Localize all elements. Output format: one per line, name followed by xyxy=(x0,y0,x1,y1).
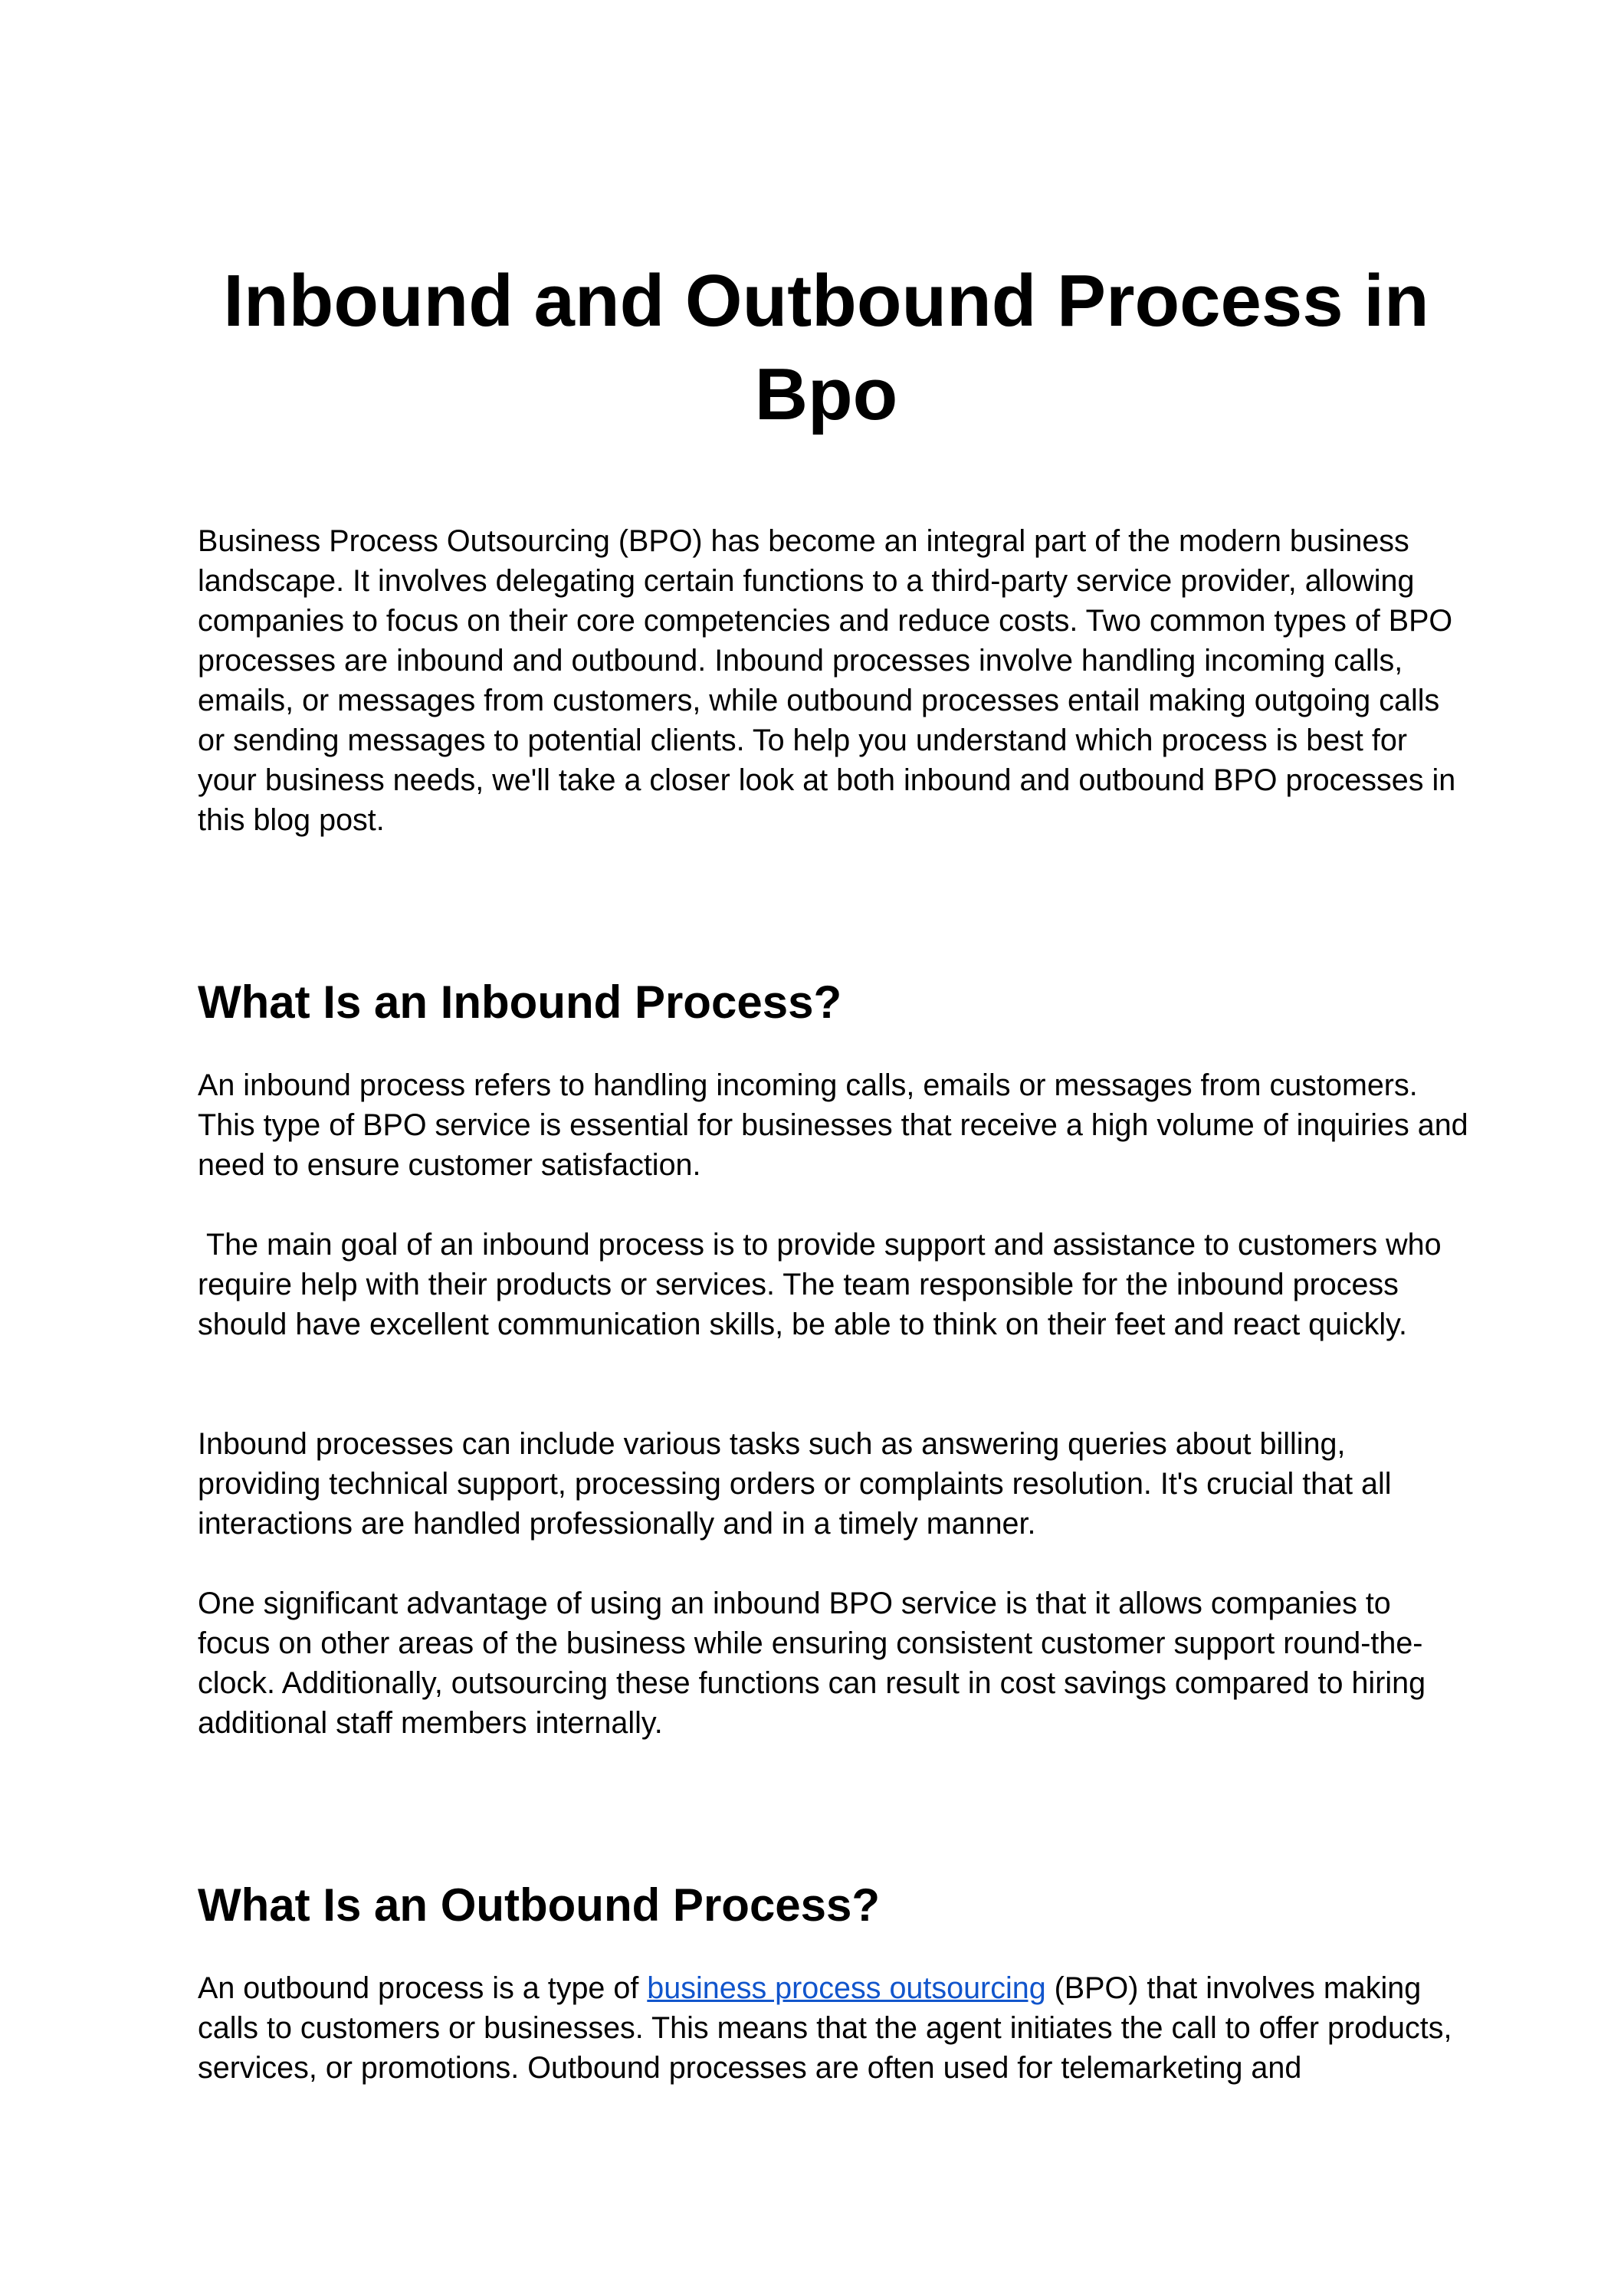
inbound-paragraph-3: Inbound processes can include various tasks such as answering queries about billing, providing technical support, processing orders or complaints resolution. It's crucial that all interactions are handled professionally and in a timely manner. xyxy=(198,1427,1392,1541)
bpo-link[interactable]: business process outsourcing xyxy=(647,1971,1046,2005)
inbound-paragraph-4: One significant advantage of using an inbound BPO service is that it allows companies to focus on other areas of the business while ensuring consistent customer support round-the-clock. Additionally, outsourcing these functions can result in cost savings compared to hiring additional staff members internally. xyxy=(198,1587,1426,1740)
outbound-text-start: An outbound process is a type of xyxy=(198,1971,648,2005)
intro-paragraph: Business Process Outsourcing (BPO) has become an integral part of the modern business landscape. It involves delegating certain functions to a third-party service provider, allowing companies to focus on their core competencies and reduce costs. Two common types of BPO processes are inbound and outbound. Inbound processes involve handling incoming calls, emails, or messages from customers, while outbound processes entail making outgoing calls or sending messages to potential clients. To help you understand which process is best for your business needs, we'll take a closer look at both inbound and outbound BPO processes in this blog post. xyxy=(198,524,1456,837)
inbound-heading: What Is an Inbound Process? xyxy=(198,976,842,1028)
outbound-heading: What Is an Outbound Process? xyxy=(198,1879,881,1931)
inbound-paragraph-2: The main goal of an inbound process is to provide support and assistance to customers who require help with their products or services. The team responsible for the inbound process should have excellent communication skills, be able to think on their feet and react quickly. xyxy=(198,1228,1450,1341)
outbound-text-end: (BPO) that involves making calls to customers or businesses. This means that the agent initiates the call to offer products, services, or promotions. Outbound processes are often used for telemarketing and xyxy=(198,1971,1452,2085)
document-title: Inbound and Outbound Process in Bpo xyxy=(223,260,1429,435)
outbound-paragraph-1 xyxy=(198,1968,1470,2088)
inbound-paragraph-1: An inbound process refers to handling incoming calls, emails or messages from customers. This type of BPO service is essential for businesses that receive a high volume of inquiries and need to ensure customer satisfaction. xyxy=(198,1068,1468,1182)
